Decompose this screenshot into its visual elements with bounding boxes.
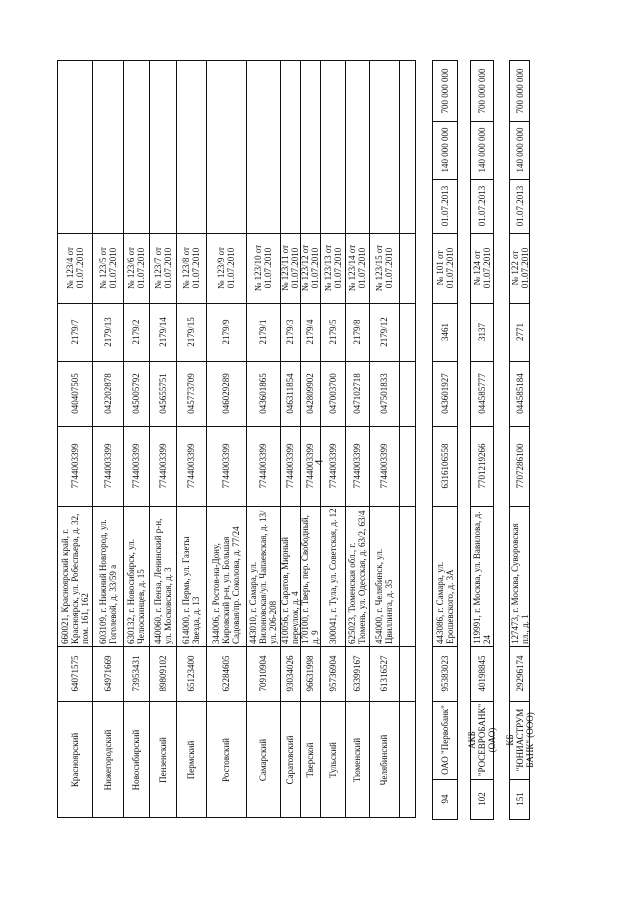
bank-name-cell xyxy=(433,701,457,779)
branch-address: 410056, г. Саратов, Мирный переулок, д. 4 xyxy=(280,537,300,644)
branch-address-cell xyxy=(149,506,176,646)
bank-sum1: 140 000 000 xyxy=(514,127,525,173)
row-divider xyxy=(399,61,400,817)
branch-address-cell xyxy=(300,506,320,646)
branch-code: 89809102 xyxy=(157,655,168,692)
branch-branch: Тульский xyxy=(327,742,338,778)
branch-license-cell xyxy=(58,233,92,303)
bank-license-cell xyxy=(510,233,529,303)
branch-address-cell xyxy=(345,506,369,646)
bank-inn-cell xyxy=(433,426,457,506)
branch-inn-cell xyxy=(92,426,123,506)
bank-reg-cell xyxy=(433,303,457,361)
branch-reg: 2179/3 xyxy=(285,319,295,345)
bank-reg-cell xyxy=(471,303,493,361)
branch-code: 73953431 xyxy=(131,655,141,692)
column-divider xyxy=(510,506,529,507)
branch-license: № 123/8 от 01.07.2010 xyxy=(181,247,201,289)
branch-bik-cell xyxy=(369,361,399,426)
branch-license-cell xyxy=(123,233,149,303)
branch-inn-cell xyxy=(369,426,399,506)
branch-code: 96631998 xyxy=(305,655,315,692)
bank-inn: 6316106558 xyxy=(440,443,450,489)
bank-name-cell xyxy=(504,701,535,779)
branch-code-cell xyxy=(92,646,123,701)
branch-address: 603109, г. Нижний Новгород, ул. Гоголевой, д. 33/59 а xyxy=(97,519,118,644)
branch-reg-cell xyxy=(369,303,399,361)
column-divider xyxy=(510,179,529,180)
bank-code-cell xyxy=(433,646,457,701)
bank-sum1: 140 000 000 xyxy=(477,127,487,173)
branch-inn: 7744003399 xyxy=(379,443,389,489)
branch-address: 630132, г. Новосибирск, ул. Челюскинцев, д. 15 xyxy=(126,538,146,644)
branch-branch: Тюменский xyxy=(352,737,362,783)
branch-bik: 047003700 xyxy=(327,373,338,414)
branch-code: 64071575 xyxy=(70,655,80,692)
branch-reg-cell xyxy=(320,303,345,361)
branch-address-cell xyxy=(58,506,92,646)
branch-inn: 7744003399 xyxy=(157,443,168,489)
column-divider xyxy=(510,779,529,780)
branch-table xyxy=(57,60,416,818)
branch-reg: 2179/2 xyxy=(131,319,141,345)
bank-num: 94 xyxy=(440,794,450,804)
branch-code: 65123400 xyxy=(186,655,196,692)
branch-code-cell xyxy=(320,646,345,701)
branch-inn: 7744003399 xyxy=(102,443,113,489)
column-divider xyxy=(433,179,457,180)
branch-bik: 040407505 xyxy=(70,373,80,414)
branch-reg-cell xyxy=(345,303,369,361)
branch-branch: Самарский xyxy=(258,738,268,782)
branch-address-cell xyxy=(369,506,399,646)
branch-license: № 123/13 от 01.07.2010 xyxy=(322,244,343,292)
column-divider xyxy=(471,426,493,427)
branch-reg-cell xyxy=(92,303,123,361)
branch-reg-cell xyxy=(123,303,149,361)
column-divider xyxy=(510,303,529,304)
column-divider xyxy=(471,506,493,507)
branch-reg-cell xyxy=(149,303,176,361)
column-divider xyxy=(510,361,529,362)
branch-branch-cell xyxy=(246,701,280,819)
branch-inn-cell xyxy=(345,426,369,506)
branch-inn-cell xyxy=(58,426,92,506)
branch-bik: 047102718 xyxy=(352,373,362,414)
bank-license: № 122 от 01.07.2010 xyxy=(509,247,530,289)
branch-license: № 123/9 от 01.07.2010 xyxy=(216,247,236,289)
bank-name-cell xyxy=(467,701,497,779)
bank-name: ОАО "Первобанк" xyxy=(440,705,450,775)
branch-branch-cell xyxy=(320,701,345,819)
branch-license: № 123/5 от 01.07.2010 xyxy=(97,247,118,289)
bank-code: 40198845 xyxy=(477,655,487,692)
branch-code: 61316527 xyxy=(379,655,389,692)
branch-reg-cell xyxy=(246,303,280,361)
branch-inn: 7744003399 xyxy=(352,443,362,489)
branch-branch-cell xyxy=(345,701,369,819)
branch-bik-cell xyxy=(280,361,300,426)
branch-license: № 123/7 от 01.07.2010 xyxy=(152,247,173,289)
bank-reg: 3461 xyxy=(440,323,450,341)
branch-reg-cell xyxy=(280,303,300,361)
column-divider xyxy=(471,646,493,647)
bank-table-pervobank xyxy=(432,60,458,820)
branch-inn-cell xyxy=(246,426,280,506)
branch-bik: 042809902 xyxy=(305,373,315,414)
branch-address-cell xyxy=(92,506,123,646)
branch-branch: Тверской xyxy=(305,742,315,778)
branch-bik: 042202878 xyxy=(102,373,113,414)
bank-date-cell xyxy=(433,179,457,233)
branch-inn-cell xyxy=(320,426,345,506)
branch-branch: Пензенский xyxy=(157,737,168,783)
bank-date: 01.07.2013 xyxy=(514,185,525,227)
branch-code-cell xyxy=(280,646,300,701)
branch-branch-cell xyxy=(149,701,176,819)
bank-license-cell xyxy=(471,233,493,303)
bank-sum2: 700 000 000 xyxy=(440,68,450,114)
column-divider xyxy=(471,361,493,362)
branch-code: 64971669 xyxy=(102,655,113,692)
branch-bik: 046029289 xyxy=(221,373,231,414)
branch-address-cell xyxy=(176,506,206,646)
bank-name: КБ "ЮНИАСТРУМ БАНК" (ООО) xyxy=(504,708,535,772)
bank-bik: 043601927 xyxy=(440,373,450,414)
branch-inn: 7744003399 xyxy=(327,443,338,489)
branch-address-cell xyxy=(280,506,300,646)
branch-bik-cell xyxy=(206,361,246,426)
branch-inn-cell xyxy=(280,426,300,506)
column-divider xyxy=(471,701,493,702)
branch-inn: 7744003399 xyxy=(221,443,231,489)
branch-bik-cell xyxy=(58,361,92,426)
branch-address: 440060, г. Пенза, Ленинский р-н, ул. Московская, д. 3 xyxy=(152,518,173,644)
column-divider xyxy=(471,121,493,122)
column-divider xyxy=(471,233,493,234)
bank-sum1-cell xyxy=(471,121,493,179)
branch-reg: 2179/12 xyxy=(379,317,389,347)
branch-reg: 2179/7 xyxy=(70,319,80,345)
bank-sum2-cell xyxy=(510,61,529,121)
branch-branch: Саратовский xyxy=(285,735,295,785)
branch-address-cell xyxy=(206,506,246,646)
branch-branch-cell xyxy=(176,701,206,819)
branch-branch-cell xyxy=(92,701,123,819)
branch-bik: 046311854 xyxy=(285,373,295,414)
column-divider xyxy=(471,779,493,780)
branch-address-cell xyxy=(123,506,149,646)
branch-address-cell xyxy=(246,506,280,646)
branch-inn: 7744003399 xyxy=(70,443,80,489)
column-divider xyxy=(510,701,529,702)
branch-code-cell xyxy=(176,646,206,701)
branch-bik-cell xyxy=(92,361,123,426)
branch-code: 93034026 xyxy=(285,655,295,692)
bank-name: АКБ "РОСЕВРОБАНК" (ОАО) xyxy=(467,703,497,777)
bank-num-cell xyxy=(433,779,457,819)
branch-branch-cell xyxy=(300,701,320,819)
branch-bik-cell xyxy=(246,361,280,426)
branch-branch: Челябинский xyxy=(379,734,389,786)
bank-sum1: 140 000 000 xyxy=(440,127,450,173)
branch-license-cell xyxy=(206,233,246,303)
bank-bik-cell xyxy=(510,361,529,426)
branch-license-cell xyxy=(280,233,300,303)
branch-code-cell xyxy=(369,646,399,701)
branch-bik: 047501833 xyxy=(379,373,389,414)
branch-bik: 043601865 xyxy=(258,373,268,414)
bank-inn: 7701219266 xyxy=(477,443,487,489)
branch-code: 95736904 xyxy=(327,655,338,692)
branch-bik: 045655751 xyxy=(157,373,168,414)
bank-inn-cell xyxy=(510,426,529,506)
branch-inn-cell xyxy=(176,426,206,506)
bank-reg: 3137 xyxy=(477,323,487,341)
bank-sum2: 700 000 000 xyxy=(514,68,525,114)
bank-num-cell xyxy=(471,779,493,819)
branch-license-cell xyxy=(92,233,123,303)
branch-code: 62284605 xyxy=(221,655,231,692)
bank-bik-cell xyxy=(433,361,457,426)
branch-address: 170100, г. Тверь, пер. Свободный, д. 9 xyxy=(300,515,320,644)
branch-address: 344006, г. Ростов-на-Дону, Кировский р-н, ул. Большая Садовая/пр. Соколова, д. 77/24 xyxy=(211,526,241,644)
branch-bik: 045773709 xyxy=(186,373,196,414)
column-divider xyxy=(433,646,457,647)
branch-license: № 123/11 от 01.07.2010 xyxy=(280,244,300,292)
branch-bik-cell xyxy=(123,361,149,426)
branch-code-cell xyxy=(149,646,176,701)
column-divider xyxy=(510,121,529,122)
bank-license-cell xyxy=(433,233,457,303)
branch-inn-cell xyxy=(123,426,149,506)
branch-reg-cell xyxy=(58,303,92,361)
branch-license-cell xyxy=(300,233,320,303)
branch-code: 63399167 xyxy=(352,655,362,692)
bank-address-cell xyxy=(510,506,529,646)
branch-license-cell xyxy=(320,233,345,303)
branch-address: 625023, Тюменская обл., г. Тюмень, ул. Одесская, д. 63/2, 63/4 xyxy=(347,510,367,644)
branch-address: 443010, г. Самара, ул. Вилоновская/ул. Чапаевская, д. 13/ул. 206-208 xyxy=(248,510,278,644)
column-divider xyxy=(471,303,493,304)
bank-sum2-cell xyxy=(471,61,493,121)
column-divider xyxy=(510,646,529,647)
bank-address: 119991, г. Москва, ул. Вавилова, д. 24 xyxy=(472,511,492,644)
column-divider xyxy=(510,233,529,234)
branch-inn: 7744003399 xyxy=(131,443,141,489)
branch-license-cell xyxy=(369,233,399,303)
branch-inn: 7744003399 xyxy=(285,443,295,489)
bank-table-rosevrobank xyxy=(467,60,497,820)
branch-address-cell xyxy=(320,506,345,646)
branch-branch: Красноярский xyxy=(70,732,80,788)
column-divider xyxy=(433,779,457,780)
bank-reg: 2771 xyxy=(514,323,525,341)
bank-address: 443086, г. Самара, ул. Ерошевского, д. 3А xyxy=(435,561,455,644)
branch-branch: Ростовский xyxy=(221,738,231,783)
column-divider xyxy=(433,426,457,427)
bank-code-cell xyxy=(471,646,493,701)
branch-license: № 123/6 от 01.07.2010 xyxy=(126,247,146,289)
branch-branch-cell xyxy=(123,701,149,819)
bank-address-cell xyxy=(433,506,457,646)
column-divider xyxy=(433,233,457,234)
branch-bik-cell xyxy=(345,361,369,426)
bank-license: № 101 от 01.07.2010 xyxy=(435,247,455,289)
branch-reg: 2179/15 xyxy=(186,317,196,347)
branch-branch: Новосибирский xyxy=(131,729,141,791)
column-divider xyxy=(510,426,529,427)
branch-address: 614000, г. Пермь, ул. Газеты Звезда, д. 13 xyxy=(181,536,201,644)
branch-reg: 2179/9 xyxy=(221,319,231,345)
bank-date-cell xyxy=(471,179,493,233)
branch-inn-cell xyxy=(300,426,320,506)
branch-license: № 123/10 от 01.07.2010 xyxy=(253,244,273,292)
branch-inn-cell xyxy=(206,426,246,506)
branch-license: № 123/4 от 01.07.2010 xyxy=(65,247,85,289)
branch-branch: Нижегородский xyxy=(102,729,113,791)
page-number: 4 xyxy=(311,459,326,466)
bank-address: 127473, г. Москва, Суворовская пл., д. 1 xyxy=(509,523,530,644)
column-divider xyxy=(433,361,457,362)
bank-reg-cell xyxy=(510,303,529,361)
bank-bik: 044585184 xyxy=(514,373,525,414)
column-divider xyxy=(433,121,457,122)
branch-license-cell xyxy=(176,233,206,303)
branch-reg-cell xyxy=(206,303,246,361)
branch-license: № 123/15 от 01.07.2010 xyxy=(374,244,394,292)
branch-code-cell xyxy=(300,646,320,701)
branch-address: 454000, г. Челябинск, ул. Цвиллинга, д. 35 xyxy=(374,548,394,644)
bank-license: № 124 от 01.07.2010 xyxy=(472,247,492,289)
column-divider xyxy=(433,506,457,507)
bank-date-cell xyxy=(510,179,529,233)
branch-bik: 045005792 xyxy=(131,373,141,414)
branch-reg: 2179/5 xyxy=(327,319,338,345)
branch-branch-cell xyxy=(280,701,300,819)
branch-bik-cell xyxy=(300,361,320,426)
branch-code-cell xyxy=(206,646,246,701)
branch-reg: 2179/13 xyxy=(102,317,113,347)
bank-address-cell xyxy=(471,506,493,646)
branch-branch-cell xyxy=(206,701,246,819)
branch-license: № 123/12 от 01.07.2010 xyxy=(300,244,320,292)
branch-branch: Пермский xyxy=(186,740,196,780)
branch-reg: 2179/8 xyxy=(352,319,362,345)
branch-inn: 7744003399 xyxy=(258,443,268,489)
branch-inn: 7744003399 xyxy=(186,443,196,489)
bank-sum2: 700 000 000 xyxy=(477,68,487,114)
bank-num-cell xyxy=(510,779,529,819)
bank-date: 01.07.2013 xyxy=(477,185,487,227)
branch-bik-cell xyxy=(176,361,206,426)
branch-branch-cell xyxy=(369,701,399,819)
column-divider xyxy=(433,303,457,304)
branch-branch-cell xyxy=(58,701,92,819)
branch-code-cell xyxy=(123,646,149,701)
branch-reg: 2179/4 xyxy=(305,319,315,345)
column-divider xyxy=(433,701,457,702)
branch-license-cell xyxy=(345,233,369,303)
bank-bik-cell xyxy=(471,361,493,426)
bank-table-uniastrum xyxy=(504,60,535,820)
bank-date: 01.07.2013 xyxy=(440,185,450,227)
branch-code: 70910904 xyxy=(258,655,268,692)
bank-sum2-cell xyxy=(433,61,457,121)
branch-bik-cell xyxy=(149,361,176,426)
branch-reg-cell xyxy=(176,303,206,361)
branch-reg: 2179/1 xyxy=(258,319,268,345)
bank-num: 151 xyxy=(514,792,525,806)
branch-reg: 2179/14 xyxy=(157,317,168,347)
bank-code: 95383023 xyxy=(440,655,450,692)
branch-address: 300041, г. Тула, ул. Советская, д. 12 xyxy=(327,508,338,644)
branch-code-cell xyxy=(345,646,369,701)
bank-sum1-cell xyxy=(510,121,529,179)
column-divider xyxy=(471,179,493,180)
branch-inn-cell xyxy=(149,426,176,506)
bank-num: 102 xyxy=(477,792,487,806)
branch-code-cell xyxy=(246,646,280,701)
branch-reg-cell xyxy=(300,303,320,361)
bank-inn-cell xyxy=(471,426,493,506)
branch-bik-cell xyxy=(320,361,345,426)
branch-address: 660021, Красноярский край, г. Красноярск, ул. Робеспьера, д. 32, пом. 161, 162 xyxy=(60,513,90,644)
branch-license: № 123/14 от 01.07.2010 xyxy=(347,244,367,292)
branch-code-cell xyxy=(58,646,92,701)
branch-inn: 7744003399 xyxy=(305,443,315,489)
branch-license-cell xyxy=(246,233,280,303)
bank-bik: 044585777 xyxy=(477,373,487,414)
bank-code-cell xyxy=(510,646,529,701)
bank-code: 29296174 xyxy=(514,655,525,692)
bank-inn: 7707286100 xyxy=(514,443,525,489)
bank-sum1-cell xyxy=(433,121,457,179)
branch-license-cell xyxy=(149,233,176,303)
